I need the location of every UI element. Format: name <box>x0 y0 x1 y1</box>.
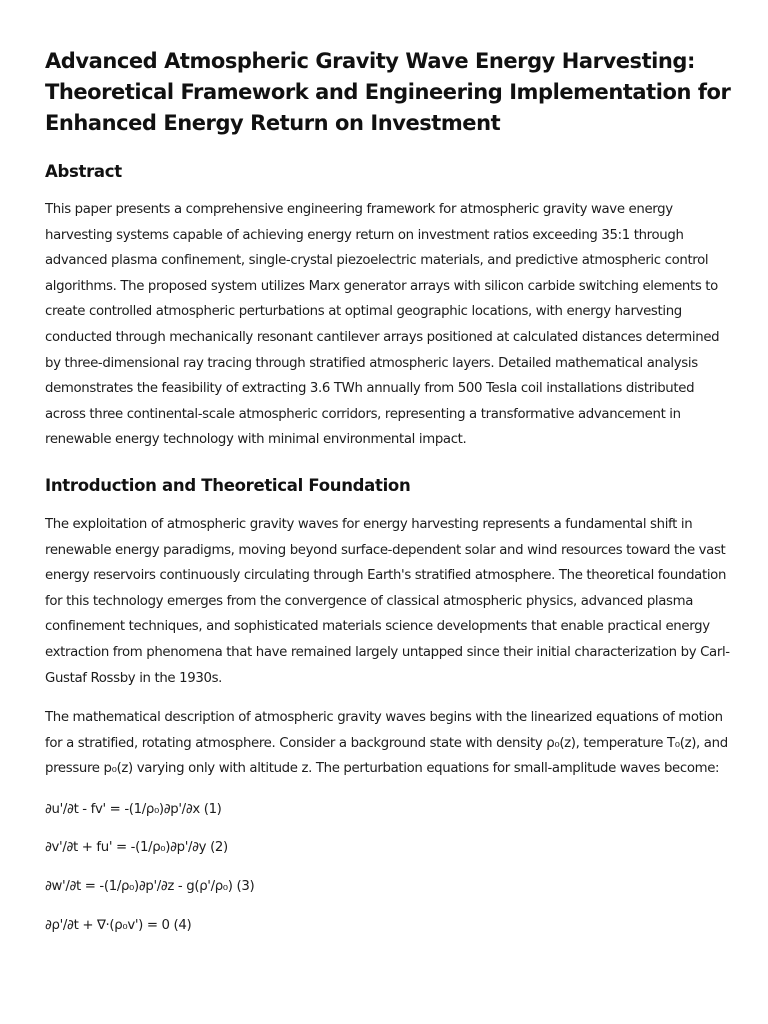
equation-4: ∂ρ'/∂t + ∇·(ρ₀v') = 0 (4) <box>45 917 192 933</box>
abstract-paragraph: This paper presents a comprehensive engineering framework for atmospheric gravity wave energy harvesting systems capable of achieving energy return on investment ratios exceeding 35:1 through advanced plasma confinement, single-crystal piezoelectric materials, and predictive atmospheric control algorithms. The proposed system utilizes Marx generator arrays with silicon carbide switching elements to create controlled atmospheric perturbations at optimal geographic locations, with energy harvesting conducted through mechanically resonant cantilever arrays positioned at calculated distances determined by three-dimensional ray tracing through stratified atmospheric layers. Detailed mathematical analysis demonstrates the feasibility of extracting 3.6 TWh annually from 500 Tesla coil installations distributed across three continental-scale atmospheric corridors, representing a transformative advancement in renewable energy technology with minimal environmental impact. <box>45 202 720 448</box>
introduction-heading: Introduction and Theoretical Foundation <box>45 475 411 495</box>
paper-title: Advanced Atmospheric Gravity Wave Energy Harvesting: Theoretical Framework and Engineering Implementation for Enhanced Energy Return on Investment <box>45 49 731 135</box>
introduction-paragraph-2: The mathematical description of atmospheric gravity waves begins with the linearized equations of motion for a stratified, rotating atmosphere. Consider a background state with density ρ₀(z), temperature T₀(z), and pressure p₀(z) varying only with altitude z. The perturbation equations for small-amplitude waves become: <box>45 710 728 777</box>
introduction-paragraph-1: The exploitation of atmospheric gravity waves for energy harvesting represents a fundamental shift in renewable energy paradigms, moving beyond surface-dependent solar and wind resources toward the vast energy reservoirs continuously circulating through Earth's stratified atmosphere. The theoretical foundation for this technology emerges from the convergence of classical atmospheric physics, advanced plasma confinement techniques, and sophisticated materials science developments that enable practical energy extraction from phenomena that have remained largely untapped since their initial characterization by Carl-Gustaf Rossby in the 1930s. <box>45 516 730 686</box>
equation-3: ∂w'/∂t = -(1/ρ₀)∂p'/∂z - g(ρ'/ρ₀) (3) <box>45 879 255 895</box>
equation-1: ∂u'/∂t - fv' = -(1/ρ₀)∂p'/∂x (1) <box>45 801 222 817</box>
paper-page <box>45 0 735 938</box>
equation-2: ∂v'/∂t + fu' = -(1/ρ₀)∂p'/∂y (2) <box>45 840 228 856</box>
abstract-heading: Abstract <box>45 162 122 181</box>
